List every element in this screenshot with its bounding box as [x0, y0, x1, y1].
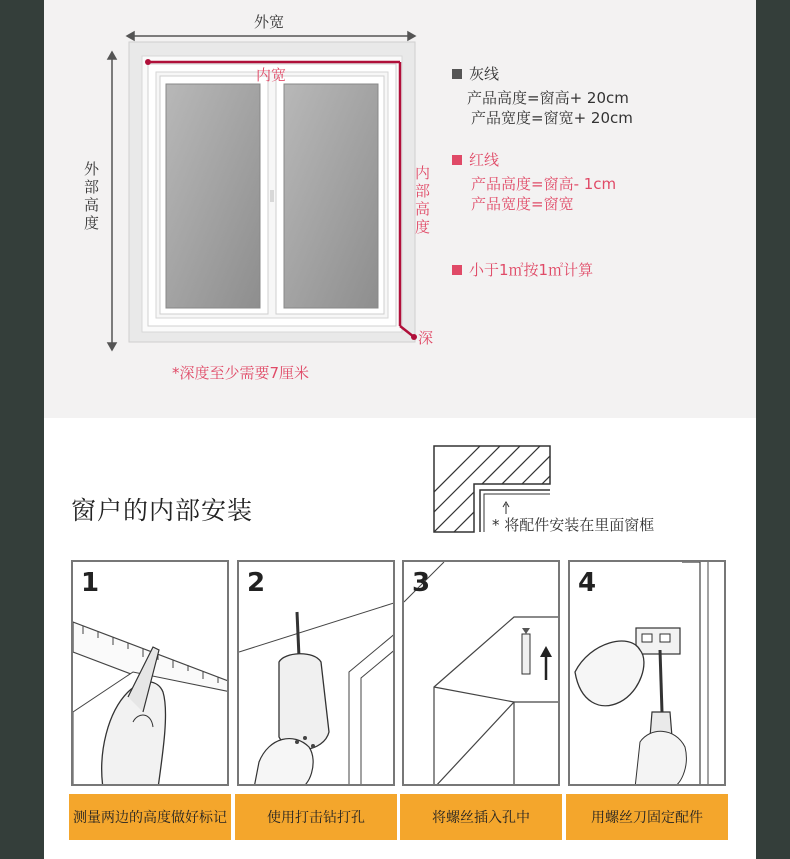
red-legend-width: 产品宽度=窗宽 [471, 195, 574, 213]
depth-note: *深度至少需要7厘米 [172, 364, 310, 382]
step-1-panel [71, 560, 229, 786]
red-legend-marker [452, 155, 462, 165]
step-2-number: 2 [247, 568, 266, 598]
install-title: 窗户的内部安装 [71, 496, 254, 525]
frame-note: * 将配件安装在里面窗框 [492, 516, 655, 534]
area-legend-text: 小于1㎡按1㎡计算 [469, 261, 594, 279]
step-2-caption: 使用打击钻打孔 [235, 794, 397, 840]
step-4-caption: 用螺丝刀固定配件 [566, 794, 728, 840]
step-3-caption: 将螺丝插入孔中 [400, 794, 562, 840]
red-legend-height: 产品高度=窗高- 1cm [471, 175, 617, 193]
step-1-caption: 测量两边的高度做好标记 [69, 794, 231, 840]
step-4-number: 4 [578, 568, 597, 598]
inner-height-label: 内部高度 [415, 164, 431, 236]
red-legend-title: 红线 [469, 151, 500, 169]
outer-height-label: 外部高度 [84, 160, 100, 232]
gray-legend-title: 灰线 [469, 65, 500, 83]
depth-label: 深 [418, 329, 434, 347]
step-3-number: 3 [412, 568, 431, 598]
product-page [44, 0, 756, 859]
step-2-panel [237, 560, 395, 786]
gray-legend-width: 产品宽度=窗宽+ 20cm [471, 109, 633, 127]
window-drawing [44, 0, 756, 418]
area-legend-marker [452, 265, 462, 275]
gray-legend-marker [452, 69, 462, 79]
step-1-number: 1 [81, 568, 100, 598]
step-3-panel [402, 560, 560, 786]
outer-width-label: 外宽 [254, 13, 285, 31]
step-4-panel [568, 560, 726, 786]
inner-width-label: 内宽 [256, 66, 287, 84]
measurement-panel [44, 0, 756, 418]
gray-legend-height: 产品高度=窗高+ 20cm [467, 89, 629, 107]
